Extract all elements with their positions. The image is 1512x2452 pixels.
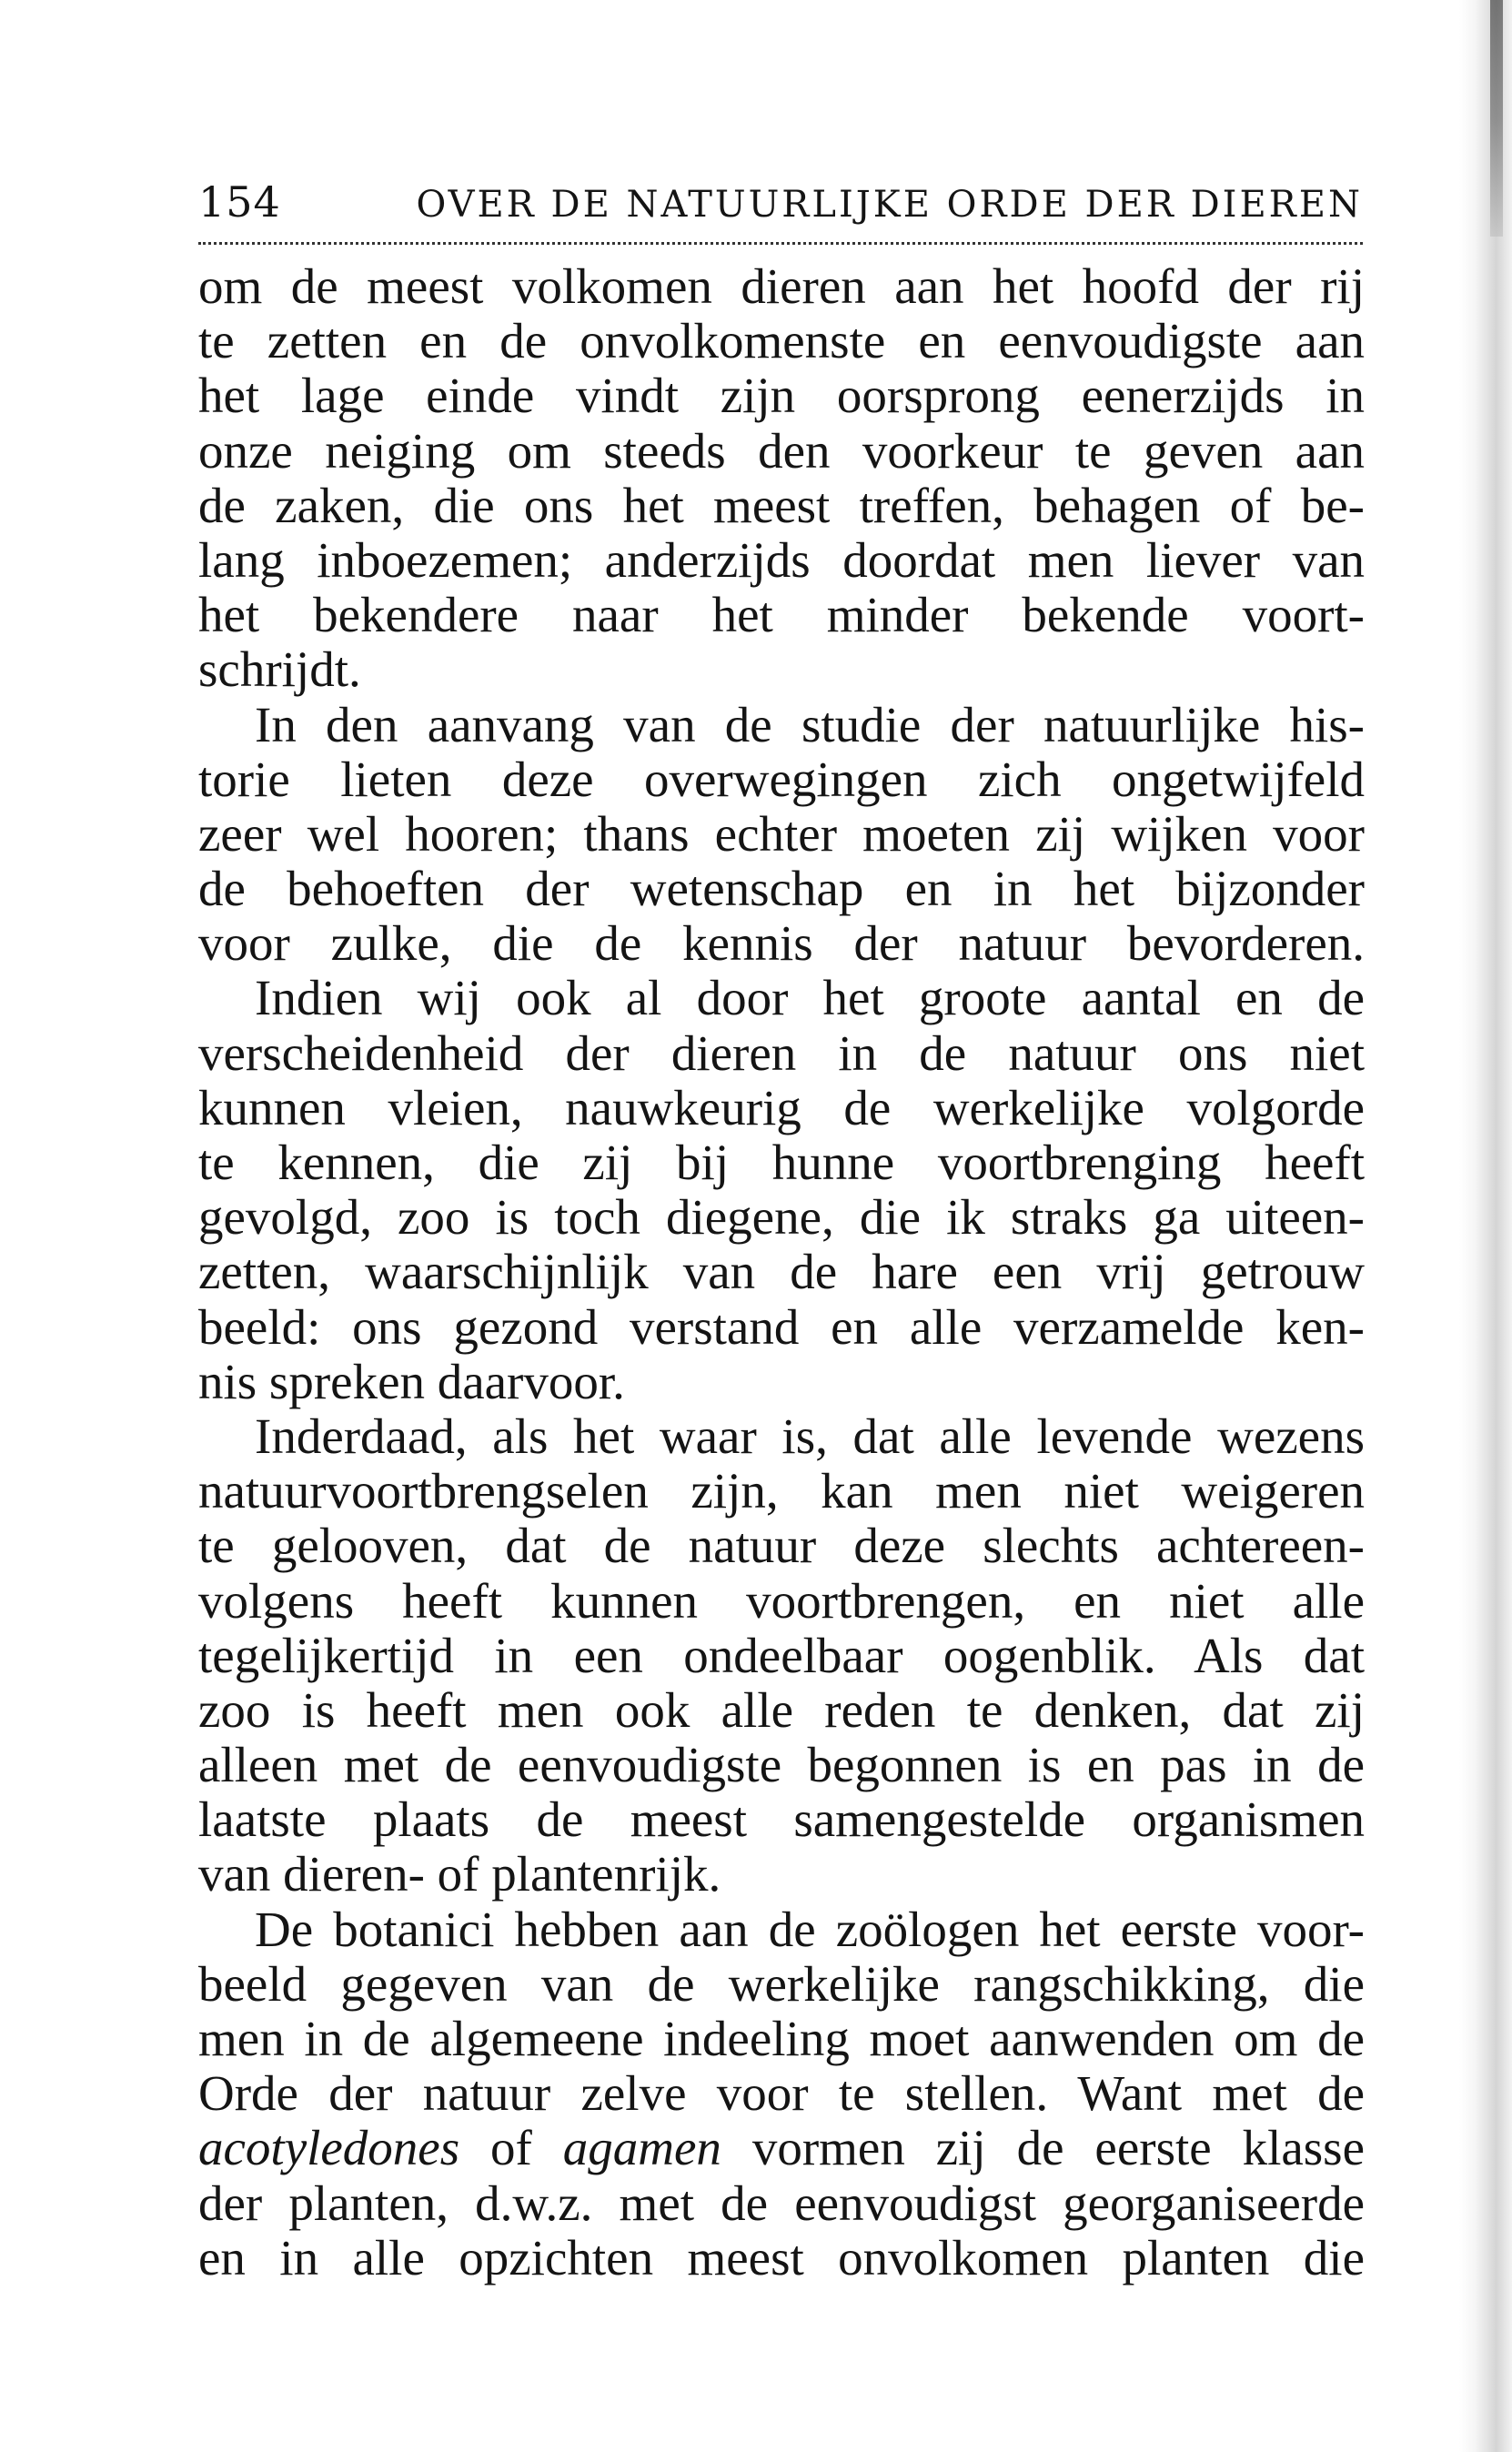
text-line: zeer wel hooren; thans echter moeten zij wijken voor [198,805,1365,862]
body-text [198,259,1365,2286]
italic-term: agamen [562,2120,721,2176]
paragraph [198,971,1365,1409]
text-line: Orde der natuur zelve voor te stellen. Want met de [198,2065,1365,2122]
text-line: men in de algemeene indeeling moet aanwenden om de [198,2011,1365,2066]
running-title: OVER DE NATUURLIJKE ORDE DER DIEREN [416,184,1363,226]
text-line-with-italics [198,2121,1365,2175]
text-line: der planten, d.w.z. met de eenvoudigst georganiseerde [198,2175,1365,2231]
text-line: het bekendere naar het minder bekende voort- [198,587,1365,643]
text-line: te zetten en de onvolkomenste en eenvoudigste aan [198,313,1365,369]
page-header [198,177,1363,241]
text-line: gevolgd, zoo is toch diegene, die ik straks ga uiteen- [198,1189,1365,1246]
text-line: volgens heeft kunnen voortbrengen, en niet alle [198,1572,1365,1629]
paragraph [198,698,1365,972]
text-line: te kennen, die zij bij hunne voortbrenging heeft [198,1135,1365,1190]
text-line: lang inboezemen; anderzijds doordat men liever van [198,531,1365,588]
text-line: onze neiging om steeds den voorkeur te geven aan [198,422,1365,479]
text-line: het lage einde vindt zijn oorsprong eenerzijds in [198,368,1365,424]
text-line: Inderdaad, als het waar is, dat alle levende wezens [255,1408,1365,1464]
text-fragment: vormen zij de eerste klasse [721,2120,1365,2176]
paragraph [198,1902,1365,2286]
text-line: alleen met de eenvoudigste begonnen is en pas in de [198,1737,1365,1793]
text-fragment: of [459,2120,563,2176]
text-line: beeld gegeven van de werkelijke rangschikking, die [198,1955,1365,2012]
text-line: kunnen vleien, nauwkeurig de werkelijke volgorde [198,1079,1365,1135]
text-line: zetten, waarschijnlijk van de hare een vrij getrouw [198,1244,1365,1300]
header-rule [198,242,1363,245]
page-edge-shadow [1459,0,1512,2452]
text-line: de behoeften der wetenschap en in het bijzonder [198,861,1365,917]
text-line: In den aanvang van de studie der natuurlijke his- [255,696,1365,752]
text-line: natuurvoortbrengselen zijn, kan men niet weigeren [198,1463,1365,1519]
binding-shadow [1490,0,1503,237]
text-line: de zaken, die ons het meest treffen, behagen of be- [198,477,1365,533]
text-line: verscheidenheid der dieren in de natuur ons niet [198,1024,1365,1081]
text-line: nis spreken daarvoor. [198,1353,625,1409]
text-line: beeld: ons gezond verstand en alle verzamelde ken- [198,1298,1365,1355]
page-number: 154 [198,177,281,227]
text-line: en in alle opzichten meest onvolkomen planten die [198,2229,1365,2286]
text-line: van dieren- of plantenrijk. [198,1846,721,1902]
text-line: voor zulke, die de kennis der natuur bevorderen. [198,915,1365,972]
text-line: Indien wij ook al door het groote aantal en de [255,970,1365,1026]
text-line: schrijdt. [198,641,361,698]
italic-term: acotyledones [198,2120,460,2176]
paragraph [198,1409,1365,1902]
paragraph [198,259,1365,698]
text-line: De botanici hebben aan de zoölogen het eerste voor- [255,1901,1365,1957]
text-line: torie lieten deze overwegingen zich ongetwijfeld [198,751,1365,807]
text-line: tegelijkertijd in een ondeelbaar oogenblik. Als dat [198,1627,1365,1683]
text-line: laatste plaats de meest samengestelde organismen [198,1791,1365,1848]
text-line: te gelooven, dat de natuur deze slechts achtereen- [198,1518,1365,1574]
text-line: om de meest volkomen dieren aan het hoofd der rij [198,258,1365,314]
text-line: zoo is heeft men ook alle reden te denken, dat zij [198,1681,1365,1738]
